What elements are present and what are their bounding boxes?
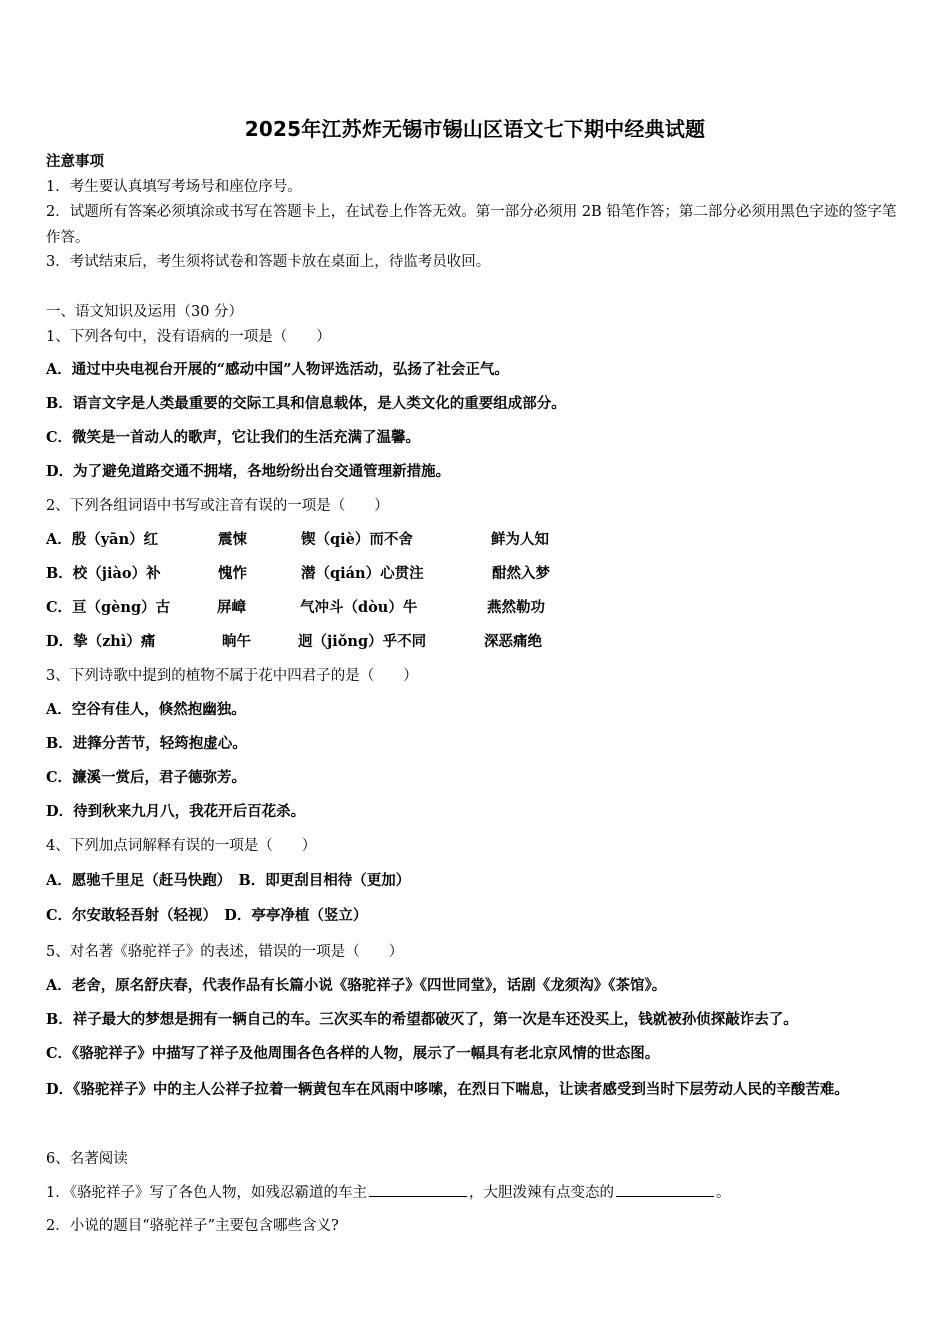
page-title: 2025年江苏炸无锡市锡山区语文七下期中经典试题 (244, 117, 706, 141)
answer-blank[interactable] (369, 1182, 467, 1197)
sub-question: 2．小说的题目“骆驼祥子”主要包含哪些含义? (46, 1218, 339, 1234)
option: D．为了避免道路交通不拥堵，各地纷纷出台交通管理新措施。 (46, 463, 451, 480)
notice-item: 3．考试结束后，考生须将试卷和答题卡放在桌面上，待监考员收回。 (46, 254, 491, 270)
notice-item: 2．试题所有答案必须填涂或书写在答题卡上，在试卷上作答无效。第一部分必须用 2B 铅笔作答；第二部分必须用黑色字迹的签字笔作答。 (46, 204, 897, 246)
word-cell: 燕然勒功 (487, 599, 545, 616)
word-cell: 气冲斗（dòu）牛 (300, 599, 418, 616)
option: C．《骆驼祥子》中描写了祥子及他周围各色各样的人物，展示了一幅具有老北京风情的世态图。 (46, 1045, 660, 1062)
question-stem: 6、名著阅读 (46, 1151, 128, 1167)
answer-blank[interactable] (616, 1182, 714, 1197)
word-cell: A．殷（yān）红 (46, 531, 159, 548)
word-cell: 晌午 (222, 633, 251, 650)
option: C．尔安敢轻吾射（轻视） D．亭亭净植（竖立） (46, 907, 368, 924)
fill-in-text: 。 (715, 1185, 731, 1201)
question-stem: 2、下列各组词语中书写或注音有误的一项是（ ） (46, 498, 389, 514)
question-stem: 1、下列各句中，没有语病的一项是（ ） (46, 329, 331, 345)
option: C．微笑是一首动人的歌声，它让我们的生活充满了温馨。 (46, 429, 421, 446)
option: D．《骆驼祥子》中的主人公祥子拉着一辆黄包车在风雨中哆嗦，在烈日下喘息，让读者感受到当时下层劳动人民的辛酸苦难。 (46, 1081, 849, 1098)
option: A．老舍，原名舒庆春，代表作品有长篇小说《骆驼祥子》《四世同堂》，话剧《龙须沟》《茶馆》。 (46, 977, 667, 994)
fill-in-item (46, 1182, 730, 1203)
notice-heading: 注意事项 (46, 153, 104, 170)
option: A．通过中央电视台开展的“感动中国”人物评选活动，弘扬了社会正气。 (46, 361, 509, 378)
word-cell: B．校（jiào）补 (46, 565, 161, 582)
option: B．语言文字是人类最重要的交际工具和信息载体，是人类文化的重要组成部分。 (46, 395, 566, 412)
notice-item: 1．考生要认真填写考场号和座位序号。 (46, 179, 302, 195)
word-cell: 锲（qiè）而不舍 (301, 531, 413, 548)
word-cell: 酣然入梦 (492, 565, 550, 582)
word-cell: 鲜为人知 (491, 531, 549, 548)
option: D．待到秋来九月八，我花开后百花杀。 (46, 803, 306, 820)
word-cell: 潜（qián）心贯注 (301, 565, 424, 582)
word-cell: 愧怍 (218, 565, 247, 582)
question-stem: 4、下列加点词解释有误的一项是（ ） (46, 838, 317, 854)
option: B．祥子最大的梦想是拥有一辆自己的车。三次买车的希望都破灭了，第一次是车还没买上，钱就被孙侦探敲诈去了。 (46, 1011, 798, 1028)
word-cell: 震悚 (218, 531, 247, 548)
word-cell: 深恶痛绝 (484, 633, 542, 650)
question-stem: 5、对名著《骆驼祥子》的表述，错误的一项是（ ） (46, 944, 404, 960)
word-cell: 屏嶂 (217, 599, 246, 616)
option: C．濂溪一赏后，君子德弥芳。 (46, 769, 247, 786)
question-stem: 3、下列诗歌中提到的植物不属于花中四君子的是（ ） (46, 668, 418, 684)
word-cell: 迥（jiǒng）乎不同 (298, 633, 427, 650)
word-cell: C．亘（gèng）古 (46, 599, 171, 616)
option: A．愿驰千里足（赶马快跑） B．即更刮目相待（更加） (46, 872, 411, 889)
fill-in-text: 1．《骆驼祥子》写了各色人物，如残忍霸道的车主 (46, 1185, 367, 1201)
section-heading: 一、语文知识及运用（30 分） (46, 304, 244, 320)
fill-in-text: ，大胆泼辣有点变态的 (468, 1185, 614, 1201)
option: A．空谷有佳人，倏然抱幽独。 (46, 701, 246, 718)
option: B．进箨分苦节，轻筠抱虚心。 (46, 735, 247, 752)
word-cell: D．挚（zhì）痛 (46, 633, 156, 650)
